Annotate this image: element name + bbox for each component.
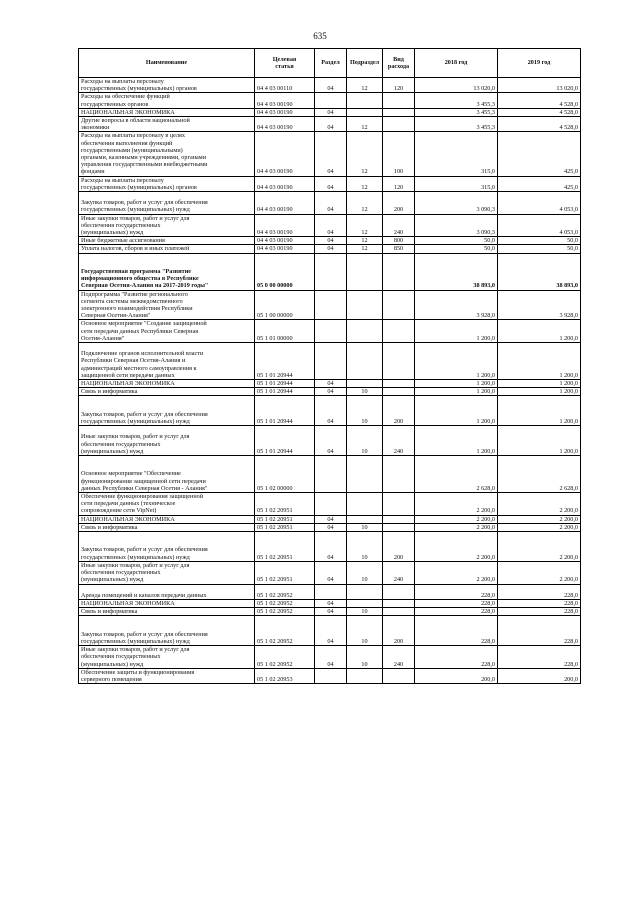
row-2018-value-cell: 1 200,0 (415, 320, 498, 343)
row-name-cell: Обеспечение функционирования защищенной сети передачи данных (техническое сопровождение сети VipNet) (79, 493, 255, 516)
row-expense-type-cell (383, 456, 415, 493)
row-2018-value-cell: 2 628,0 (415, 456, 498, 493)
row-2019-value-cell: 228,0 (498, 616, 581, 646)
row-2018-value-cell: 315,0 (415, 176, 498, 191)
table-row (79, 237, 581, 245)
table-row (79, 117, 581, 132)
row-target-code-cell: 05 1 02 20951 (255, 515, 315, 523)
table-row (79, 388, 581, 396)
row-name-cell: Закупка товаров, работ и услуг для обеспечения государственных (муниципальных) нужд (79, 192, 255, 215)
row-name-cell: НАЦИОНАЛЬНАЯ ЭКОНОМИКА (79, 380, 255, 388)
row-expense-type-cell: 200 (383, 396, 415, 426)
row-name-cell: Уплата налогов, сборов и иных платежей (79, 245, 255, 253)
row-2019-value-cell: 1 200,0 (498, 343, 581, 380)
row-expense-type-cell (383, 608, 415, 616)
row-target-code-cell: 05 1 01 20944 (255, 396, 315, 426)
row-name-cell: Закупка товаров, работ и услуг для обеспечения государственных (муниципальных) нужд (79, 616, 255, 646)
row-section-cell: 04 (315, 245, 347, 253)
row-target-code-cell: 04 4 03 00190 (255, 117, 315, 132)
header-target-article: Целевая статья (255, 49, 315, 78)
page-number: 635 (313, 31, 327, 41)
row-2019-value-cell: 228,0 (498, 584, 581, 599)
row-section-cell (315, 253, 347, 290)
table-row (79, 616, 581, 646)
row-expense-type-cell: 120 (383, 78, 415, 93)
row-name-cell: Основное мероприятие "Создание защищенной сети передачи данных Республики Северная Осетия-Алания" (79, 320, 255, 343)
row-2018-value-cell: 3 090,3 (415, 214, 498, 237)
row-name-cell: Иные закупки товаров, работ и услуг для обеспечения государственных (муниципальных) нужд (79, 426, 255, 456)
row-expense-type-cell: 100 (383, 132, 415, 176)
table-row (79, 253, 581, 290)
row-name-cell: Связь и информатика (79, 608, 255, 616)
row-section-cell: 04 (315, 599, 347, 607)
row-2018-value-cell: 1 200,0 (415, 426, 498, 456)
row-name-cell: Государственная программа "Развитие информационного общества в Республике Северная Осетия-Алания на 2017-2019 годы" (79, 253, 255, 290)
row-2018-value-cell: 228,0 (415, 616, 498, 646)
row-name-cell: Подключение органов исполнительной власти Республики Северная Осетия-Алания и администраций местного самоуправления к защищенной сети передачи данных (79, 343, 255, 380)
row-target-code-cell: 05 1 02 20952 (255, 584, 315, 599)
row-2019-value-cell: 1 200,0 (498, 426, 581, 456)
row-name-cell: Связь и информатика (79, 388, 255, 396)
table-row (79, 523, 581, 531)
row-expense-type-cell (383, 343, 415, 380)
row-2019-value-cell: 228,0 (498, 599, 581, 607)
row-section-cell: 04 (315, 388, 347, 396)
row-2018-value-cell: 228,0 (415, 608, 498, 616)
table-row (79, 493, 581, 516)
row-section-cell: 04 (315, 396, 347, 426)
row-section-cell: 04 (315, 78, 347, 93)
row-2019-value-cell: 50,0 (498, 245, 581, 253)
row-name-cell: Иные закупки товаров, работ и услуг для обеспечения государственных (муниципальных) нужд (79, 646, 255, 669)
row-subsection-cell (347, 343, 383, 380)
row-target-code-cell: 04 4 03 00190 (255, 192, 315, 215)
row-target-code-cell: 05 1 01 20944 (255, 388, 315, 396)
row-expense-type-cell: 240 (383, 426, 415, 456)
row-subsection-cell: 10 (347, 523, 383, 531)
row-subsection-cell: 12 (347, 237, 383, 245)
row-2018-value-cell: 228,0 (415, 599, 498, 607)
row-name-cell: Расходы на выплаты персоналу в целях обеспечения выполнения функций государственными (муниципальными) органами, казенными учреждениями, органами управления государственными внебюджетными фондами (79, 132, 255, 176)
row-target-code-cell: 05 1 02 20951 (255, 523, 315, 531)
row-subsection-cell (347, 108, 383, 116)
row-section-cell: 04 (315, 426, 347, 456)
row-section-cell: 04 (315, 561, 347, 584)
row-2018-value-cell: 50,0 (415, 245, 498, 253)
table-row (79, 320, 581, 343)
table-row (79, 192, 581, 215)
row-2018-value-cell: 2 200,0 (415, 523, 498, 531)
row-subsection-cell (347, 668, 383, 683)
header-2019: 2019 год (498, 49, 581, 78)
row-2018-value-cell: 2 200,0 (415, 493, 498, 516)
row-2018-value-cell: 3 090,3 (415, 192, 498, 215)
row-2019-value-cell: 4 053,0 (498, 192, 581, 215)
row-target-code-cell: 05 0 00 00000 (255, 253, 315, 290)
row-name-cell: Обеспечение защиты и функционирования серверного помещения (79, 668, 255, 683)
row-target-code-cell: 04 4 03 00190 (255, 214, 315, 237)
budget-table (78, 48, 581, 684)
row-section-cell (315, 456, 347, 493)
row-expense-type-cell: 850 (383, 245, 415, 253)
row-subsection-cell (347, 320, 383, 343)
row-2019-value-cell: 200,0 (498, 668, 581, 683)
row-2018-value-cell: 3 455,3 (415, 117, 498, 132)
row-name-cell: Связь и информатика (79, 523, 255, 531)
row-section-cell: 04 (315, 646, 347, 669)
row-2019-value-cell: 425,0 (498, 176, 581, 191)
row-target-code-cell: 05 1 02 20953 (255, 668, 315, 683)
row-target-code-cell: 05 1 02 20952 (255, 646, 315, 669)
table-row (79, 515, 581, 523)
row-expense-type-cell: 120 (383, 176, 415, 191)
row-2019-value-cell: 228,0 (498, 646, 581, 669)
row-subsection-cell (347, 599, 383, 607)
table-row (79, 343, 581, 380)
row-2019-value-cell: 2 200,0 (498, 532, 581, 562)
row-section-cell: 04 (315, 132, 347, 176)
row-target-code-cell: 05 1 01 20944 (255, 380, 315, 388)
row-subsection-cell: 10 (347, 396, 383, 426)
header-subsection: Подраздел (347, 49, 383, 78)
row-section-cell (315, 343, 347, 380)
header-expense-type: Вид расхода (383, 49, 415, 78)
table-row (79, 599, 581, 607)
row-2019-value-cell: 228,0 (498, 608, 581, 616)
row-2019-value-cell: 38 893,0 (498, 253, 581, 290)
row-expense-type-cell (383, 668, 415, 683)
row-2019-value-cell: 1 200,0 (498, 396, 581, 426)
row-subsection-cell: 12 (347, 78, 383, 93)
row-name-cell: Иные бюджетные ассигнования (79, 237, 255, 245)
row-target-code-cell: 04 4 03 00190 (255, 237, 315, 245)
row-2018-value-cell: 1 200,0 (415, 380, 498, 388)
row-section-cell: 04 (315, 117, 347, 132)
row-name-cell: НАЦИОНАЛЬНАЯ ЭКОНОМИКА (79, 599, 255, 607)
row-section-cell (315, 668, 347, 683)
row-target-code-cell: 04 4 03 00190 (255, 93, 315, 108)
row-name-cell: Основное мероприятие "Обеспечение функционирования защищенной сети передачи данных Республики Северная Осетия - Алания" (79, 456, 255, 493)
row-subsection-cell: 10 (347, 561, 383, 584)
row-expense-type-cell (383, 290, 415, 320)
table-row (79, 532, 581, 562)
row-2018-value-cell: 38 893,0 (415, 253, 498, 290)
row-target-code-cell: 05 1 02 20951 (255, 493, 315, 516)
row-expense-type-cell (383, 523, 415, 531)
row-section-cell: 04 (315, 214, 347, 237)
row-2018-value-cell: 2 200,0 (415, 532, 498, 562)
row-section-cell: 04 (315, 176, 347, 191)
row-section-cell: 04 (315, 515, 347, 523)
row-2019-value-cell: 425,0 (498, 132, 581, 176)
header-section: Раздел (315, 49, 347, 78)
row-expense-type-cell (383, 320, 415, 343)
header-2018: 2018 год (415, 49, 498, 78)
row-target-code-cell: 05 1 02 20952 (255, 608, 315, 616)
table-row (79, 78, 581, 93)
row-subsection-cell (347, 93, 383, 108)
table-row (79, 132, 581, 176)
row-target-code-cell: 05 1 00 00000 (255, 290, 315, 320)
table-row (79, 108, 581, 116)
row-section-cell (315, 320, 347, 343)
row-2018-value-cell: 2 200,0 (415, 515, 498, 523)
row-subsection-cell: 12 (347, 117, 383, 132)
row-expense-type-cell (383, 493, 415, 516)
row-2019-value-cell: 2 200,0 (498, 523, 581, 531)
row-name-cell: Иные закупки товаров, работ и услуг для обеспечения государственных (муниципальных) нужд (79, 561, 255, 584)
row-name-cell: Подпрограмма "Развитие регионального сегмента системы межведомственного электронного взаимодействия Республики Северная Осетия-Алания" (79, 290, 255, 320)
row-subsection-cell: 10 (347, 616, 383, 646)
table-row (79, 176, 581, 191)
row-expense-type-cell (383, 253, 415, 290)
row-subsection-cell: 12 (347, 192, 383, 215)
row-expense-type-cell (383, 584, 415, 599)
row-2019-value-cell: 4 053,0 (498, 214, 581, 237)
row-2019-value-cell: 2 200,0 (498, 493, 581, 516)
row-subsection-cell (347, 253, 383, 290)
row-expense-type-cell: 200 (383, 532, 415, 562)
table-row (79, 456, 581, 493)
row-2019-value-cell: 1 200,0 (498, 380, 581, 388)
row-2019-value-cell: 13 020,0 (498, 78, 581, 93)
table-row (79, 584, 581, 599)
table-row (79, 380, 581, 388)
row-subsection-cell (347, 456, 383, 493)
row-name-cell: НАЦИОНАЛЬНАЯ ЭКОНОМИКА (79, 515, 255, 523)
row-subsection-cell (347, 584, 383, 599)
row-2019-value-cell: 2 200,0 (498, 561, 581, 584)
row-section-cell: 04 (315, 192, 347, 215)
table-row (79, 245, 581, 253)
row-2019-value-cell: 4 528,0 (498, 117, 581, 132)
row-expense-type-cell (383, 388, 415, 396)
row-subsection-cell: 12 (347, 214, 383, 237)
row-expense-type-cell (383, 117, 415, 132)
row-subsection-cell (347, 493, 383, 516)
row-target-code-cell: 04 4 03 00110 (255, 78, 315, 93)
row-target-code-cell: 05 1 01 20944 (255, 426, 315, 456)
table-row (79, 396, 581, 426)
row-target-code-cell: 05 1 02 20951 (255, 532, 315, 562)
row-name-cell: Другие вопросы в области национальной экономики (79, 117, 255, 132)
row-name-cell: Расходы на выплаты персоналу государственных (муниципальных) органов (79, 176, 255, 191)
table-row (79, 646, 581, 669)
row-target-code-cell: 05 1 02 20951 (255, 561, 315, 584)
row-name-cell: Иные закупки товаров, работ и услуг для обеспечения государственных (муниципальных) нужд (79, 214, 255, 237)
row-expense-type-cell (383, 93, 415, 108)
row-name-cell: Закупка товаров, работ и услуг для обеспечения государственных (муниципальных) нужд (79, 532, 255, 562)
row-2018-value-cell: 2 200,0 (415, 561, 498, 584)
row-subsection-cell: 12 (347, 176, 383, 191)
row-name-cell: Аренда помещений и каналов передачи данных (79, 584, 255, 599)
table-row (79, 426, 581, 456)
row-2018-value-cell: 1 200,0 (415, 388, 498, 396)
row-2018-value-cell: 3 455,3 (415, 108, 498, 116)
row-section-cell (315, 584, 347, 599)
row-target-code-cell: 05 1 01 00000 (255, 320, 315, 343)
row-2018-value-cell: 228,0 (415, 646, 498, 669)
row-section-cell (315, 93, 347, 108)
row-2018-value-cell: 1 200,0 (415, 343, 498, 380)
row-2018-value-cell: 3 928,0 (415, 290, 498, 320)
table-row (79, 608, 581, 616)
row-2019-value-cell: 1 200,0 (498, 388, 581, 396)
header-name: Наименование (79, 49, 255, 78)
row-subsection-cell: 10 (347, 426, 383, 456)
row-expense-type-cell (383, 515, 415, 523)
row-2019-value-cell: 1 200,0 (498, 320, 581, 343)
row-expense-type-cell: 240 (383, 646, 415, 669)
row-target-code-cell: 05 1 02 20952 (255, 616, 315, 646)
row-target-code-cell: 04 4 03 00190 (255, 176, 315, 191)
table-body (79, 78, 581, 684)
row-subsection-cell (347, 515, 383, 523)
row-expense-type-cell (383, 599, 415, 607)
row-section-cell: 04 (315, 608, 347, 616)
row-name-cell: НАЦИОНАЛЬНАЯ ЭКОНОМИКА (79, 108, 255, 116)
table-row (79, 93, 581, 108)
row-subsection-cell: 12 (347, 245, 383, 253)
row-section-cell: 04 (315, 380, 347, 388)
row-2019-value-cell: 2 200,0 (498, 515, 581, 523)
row-expense-type-cell (383, 108, 415, 116)
row-subsection-cell: 10 (347, 388, 383, 396)
row-name-cell: Закупка товаров, работ и услуг для обеспечения государственных (муниципальных) нужд (79, 396, 255, 426)
table-row (79, 561, 581, 584)
row-subsection-cell (347, 290, 383, 320)
row-section-cell: 04 (315, 616, 347, 646)
table-row (79, 214, 581, 237)
row-section-cell: 04 (315, 237, 347, 245)
row-section-cell: 04 (315, 108, 347, 116)
row-section-cell (315, 493, 347, 516)
table-row (79, 290, 581, 320)
row-2018-value-cell: 50,0 (415, 237, 498, 245)
row-name-cell: Расходы на обеспечение функций государственных органов (79, 93, 255, 108)
row-subsection-cell: 12 (347, 132, 383, 176)
row-2019-value-cell: 3 928,0 (498, 290, 581, 320)
row-section-cell: 04 (315, 523, 347, 531)
row-2018-value-cell: 1 200,0 (415, 396, 498, 426)
row-target-code-cell: 05 1 02 00000 (255, 456, 315, 493)
row-name-cell: Расходы на выплаты персоналу государственных (муниципальных) органов (79, 78, 255, 93)
row-2019-value-cell: 4 528,0 (498, 108, 581, 116)
row-2019-value-cell: 4 528,0 (498, 93, 581, 108)
table-row (79, 668, 581, 683)
row-target-code-cell: 05 1 01 20944 (255, 343, 315, 380)
row-2018-value-cell: 3 455,3 (415, 93, 498, 108)
table-header-row (79, 49, 581, 78)
row-target-code-cell: 04 4 03 00190 (255, 108, 315, 116)
row-target-code-cell: 04 4 03 00190 (255, 132, 315, 176)
row-2019-value-cell: 50,0 (498, 237, 581, 245)
row-subsection-cell: 10 (347, 532, 383, 562)
row-section-cell: 04 (315, 532, 347, 562)
row-2018-value-cell: 200,0 (415, 668, 498, 683)
row-target-code-cell: 05 1 02 20952 (255, 599, 315, 607)
row-expense-type-cell: 200 (383, 616, 415, 646)
row-2018-value-cell: 228,0 (415, 584, 498, 599)
row-subsection-cell: 10 (347, 608, 383, 616)
row-2019-value-cell: 2 628,0 (498, 456, 581, 493)
row-2018-value-cell: 13 020,0 (415, 78, 498, 93)
row-target-code-cell: 04 4 03 00190 (255, 245, 315, 253)
row-section-cell (315, 290, 347, 320)
row-expense-type-cell: 800 (383, 237, 415, 245)
row-expense-type-cell: 240 (383, 561, 415, 584)
row-expense-type-cell: 240 (383, 214, 415, 237)
row-expense-type-cell (383, 380, 415, 388)
row-subsection-cell: 10 (347, 646, 383, 669)
row-subsection-cell (347, 380, 383, 388)
row-expense-type-cell: 200 (383, 192, 415, 215)
row-2018-value-cell: 315,0 (415, 132, 498, 176)
